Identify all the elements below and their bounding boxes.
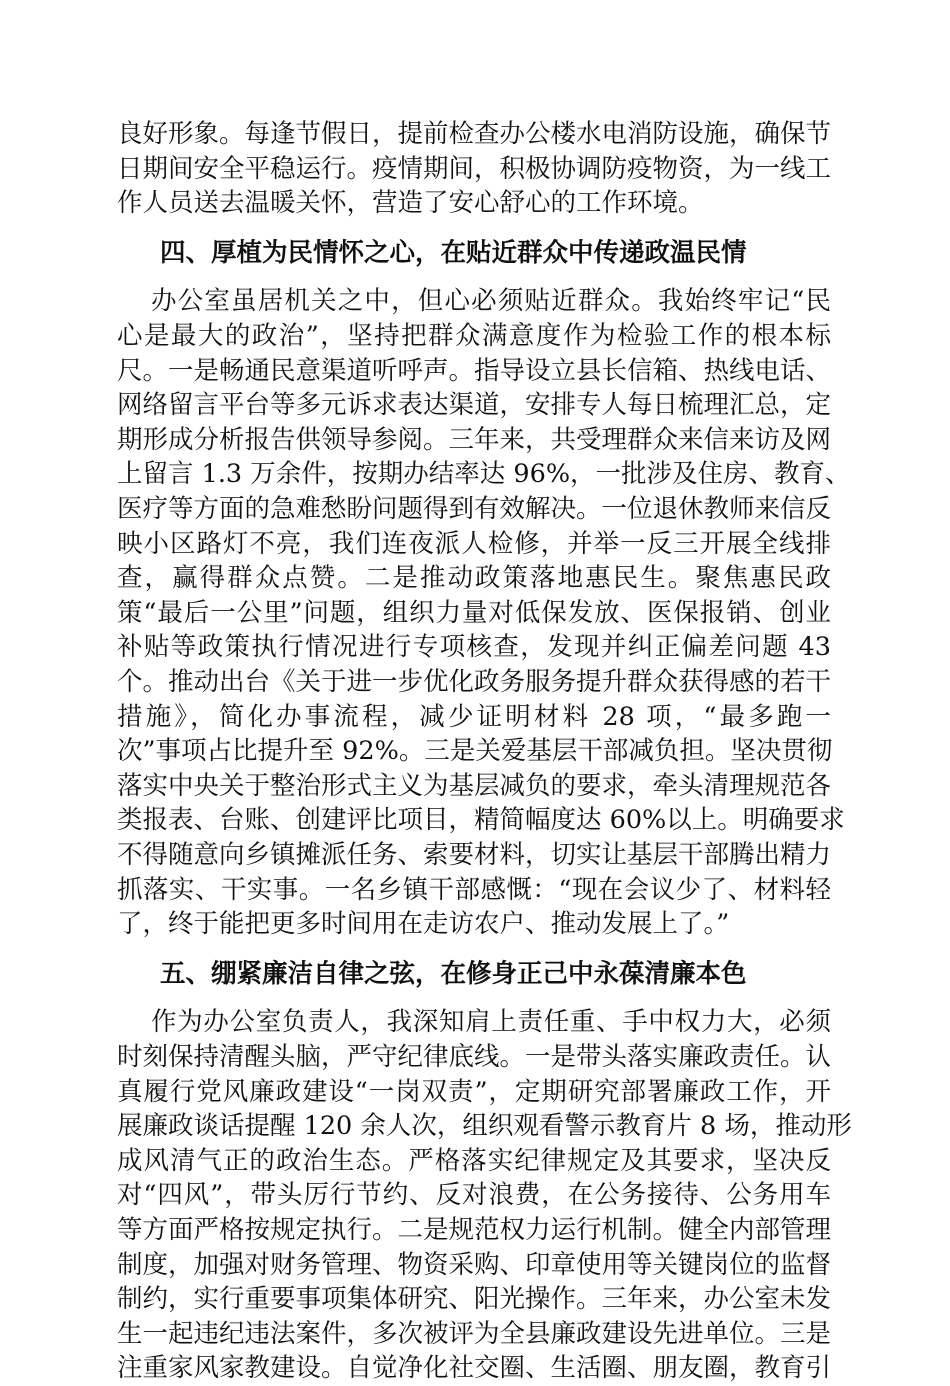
paragraph-line: 心是最大的政治”，坚持把群众满意度作为检验工作的根本标 xyxy=(117,321,831,351)
paragraph-line: 次”事项占比提升至 92%。三是关爱基层干部减负担。坚决贯彻 xyxy=(117,736,833,767)
paragraph-line: 成风清气正的政治生态。严格落实纪律规定及其要求，坚决反 xyxy=(117,1145,831,1176)
paragraph-line: 了，终于能把更多时间用在走访农户、推动发展上了。” xyxy=(117,909,730,940)
section-heading-5: 五、绷紧廉洁自律之弦，在修身正己中永葆清廉本色 xyxy=(160,958,747,989)
paragraph-line: 注重家风家教建设。自觉净化社交圈、生活圈、朋友圈，教育引 xyxy=(117,1353,832,1384)
paragraph-line: 补贴等政策执行情况进行专项核查，发现并纠正偏差问题 43 xyxy=(117,632,831,663)
paragraph-line: 策“最后一公里”问题，组织力量对低保发放、医保报销、创业 xyxy=(117,597,831,628)
paragraph-line: 作人员送去温暖关怀，营造了安心舒心的工作环境。 xyxy=(117,188,704,219)
paragraph-line: 展廉政谈话提醒 120 余人次，组织观看警示教育片 8 场，推动形 xyxy=(117,1111,852,1142)
paragraph-line: 真履行党风廉政建设“一岗双责”，定期研究部署廉政工作，开 xyxy=(117,1076,831,1107)
paragraph-line: 日期间安全平稳运行。疫情期间，积极协调防疫物资，为一线工 xyxy=(117,153,832,184)
paragraph-line: 网络留言平台等多元诉求表达渠道，安排专人每日梳理汇总，定 xyxy=(117,390,832,421)
paragraph-line: 良好形象。每逢节假日，提前检查办公楼水电消防设施，确保节 xyxy=(117,119,832,149)
paragraph-line: 制度，加强对财务管理、物资采购、印章使用等关键岗位的监督 xyxy=(117,1249,832,1280)
paragraph-line: 不得随意向乡镇摊派任务、索要材料，切实让基层干部腾出精力 xyxy=(117,840,832,870)
paragraph-line: 办公室虽居机关之中，但心必须贴近群众。我始终牢记“民 xyxy=(151,286,831,317)
paragraph-line: 期形成分析报告供领导参阅。三年来，共受理群众来信来访及网 xyxy=(117,424,832,455)
paragraph-line: 措施》，简化办事流程，减少证明材料 28 项，“最多跑一 xyxy=(117,701,831,732)
paragraph-line: 作为办公室负责人，我深知肩上责任重、手中权力大，必须 xyxy=(151,1007,831,1038)
paragraph-line: 对“四风”，带头厉行节约、反对浪费，在公务接待、公务用车 xyxy=(117,1180,831,1211)
paragraph-line: 查，赢得群众点赞。二是推动政策落地惠民生。聚焦惠民政 xyxy=(117,563,831,594)
paragraph-line: 制约，实行重要事项集体研究、阳光操作。三年来，办公室未发 xyxy=(117,1284,832,1315)
paragraph-line: 医疗等方面的急难愁盼问题得到有效解决。一位退休教师来信反 xyxy=(117,494,832,524)
paragraph-line: 尺。一是畅通民意渠道听呼声。指导设立县长信箱、热线电话、 xyxy=(117,355,832,386)
paragraph-line: 落实中央关于整治形式主义为基层减负的要求，牵头清理规范各 xyxy=(117,770,832,801)
paragraph-line: 个。推动出台《关于进一步优化政务服务提升群众获得感的若干 xyxy=(117,667,832,697)
paragraph-line: 抓落实、干实事。一名乡镇干部感慨：“现在会议少了、材料轻 xyxy=(117,874,831,905)
paragraph-line: 映小区路灯不亮，我们连夜派人检修，并举一反三开展全线排 xyxy=(117,528,831,559)
paragraph-line: 生一起违纪违法案件，多次被评为全县廉政建设先进单位。三是 xyxy=(117,1318,832,1349)
paragraph-line: 等方面严格按规定执行。二是规范权力运行机制。健全内部管理 xyxy=(117,1215,832,1245)
paragraph-line: 时刻保持清醒头脑，严守纪律底线。一是带头落实廉政责任。认 xyxy=(117,1042,832,1072)
section-heading-4: 四、厚植为民情怀之心，在贴近群众中传递政温民情 xyxy=(160,237,747,268)
paragraph-line: 类报表、台账、创建评比项目，精简幅度达 60%以上。明确要求 xyxy=(117,805,845,836)
paragraph-line: 上留言 1.3 万余件，按期办结率达 96%，一批涉及住房、教育、 xyxy=(117,459,851,490)
